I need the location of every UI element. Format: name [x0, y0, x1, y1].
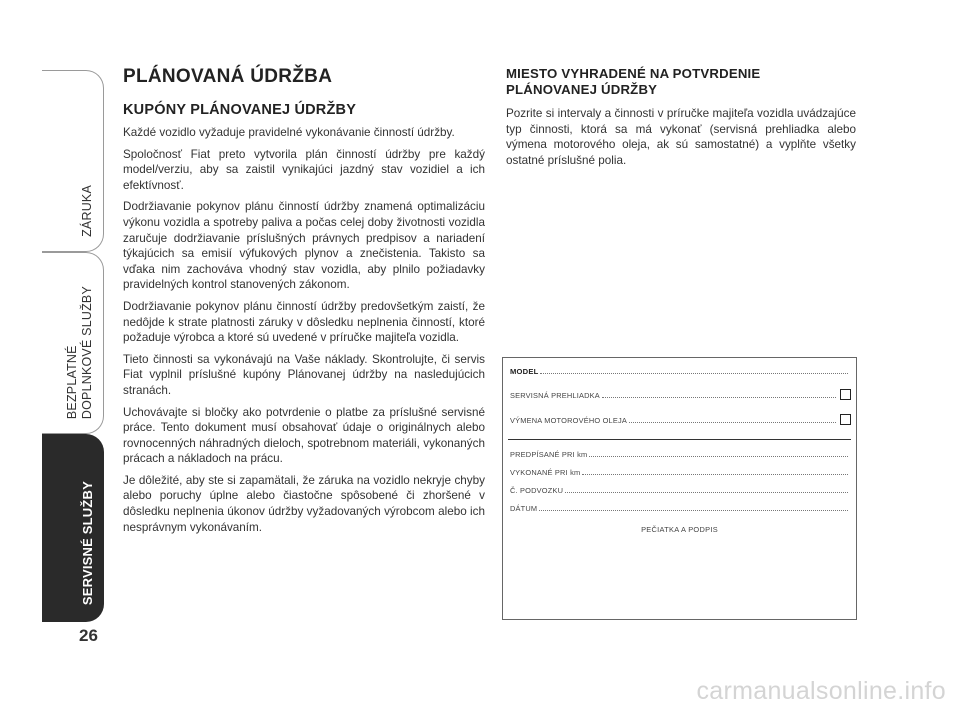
- oil-change-field: [510, 414, 851, 425]
- tab-service[interactable]: [42, 434, 104, 622]
- model-line: [540, 372, 848, 374]
- km-prescribed-line: [589, 455, 848, 457]
- watermark: carmanualsonline.info: [696, 677, 946, 705]
- confirmation-column: [506, 66, 856, 168]
- form-divider: [508, 439, 851, 440]
- tab-free-services[interactable]: [42, 252, 104, 434]
- chassis-line: [565, 491, 848, 493]
- km-done-label: VYKONANÉ PRI km: [510, 468, 581, 477]
- stamp-signature-label: PEČIATKA A PODPIS: [641, 525, 718, 534]
- date-field[interactable]: [510, 504, 851, 513]
- chassis-field[interactable]: [510, 486, 851, 495]
- oil-change-line: [629, 421, 836, 423]
- paragraph: Tieto činnosti sa vykonávajú na Vaše náklady. Skontrolujte, či servis Fiat vyplnil príslušné kupóny Plánovanej údržby na nasledujúcich stranách.: [123, 352, 485, 397]
- km-done-field[interactable]: [510, 468, 851, 477]
- oil-change-checkbox[interactable]: [840, 414, 851, 425]
- tab-warranty[interactable]: [42, 70, 104, 252]
- confirmation-title: MIESTO VYHRADENÉ NA POTVRDENIE PLÁNOVANEJ ÚDRŽBY: [506, 66, 761, 97]
- paragraph: Každé vozidlo vyžaduje pravidelné vykonávanie činností údržby.: [123, 126, 455, 139]
- page-number: 26: [79, 626, 98, 645]
- paragraph: Spoločnosť Fiat preto vytvorila plán činností údržby pre každý model/verziu, aby sa zaistil vynikajúci jazdný stav vozidiel a ich efektívnosť.: [123, 147, 485, 192]
- paragraph: Dodržiavanie pokynov plánu činností údržby predovšetkým zaistí, že nedôjde k strate platnosti záruky v dôsledku neplnenia činností, ktoré požaduje výrobca a ktoré sú uvedené v príručke majiteľa vozidla.: [123, 299, 485, 345]
- oil-change-label: VÝMENA MOTOROVÉHO OLEJA: [510, 416, 627, 425]
- date-label: DÁTUM: [510, 504, 538, 513]
- service-line: [602, 396, 836, 398]
- chassis-label: Č. PODVOZKU: [510, 486, 564, 495]
- service-field: [510, 389, 851, 400]
- maintenance-coupon-form: [502, 357, 857, 620]
- km-done-line: [582, 473, 848, 475]
- tab-warranty-label: ZÁRUKA: [80, 185, 94, 237]
- service-label: SERVISNÁ PREHLIADKA: [510, 391, 600, 400]
- date-line: [539, 509, 848, 511]
- main-text-column: [123, 66, 485, 541]
- section-subtitle: KUPÓNY PLÁNOVANEJ ÚDRŽBY: [123, 102, 357, 118]
- model-field[interactable]: [510, 367, 851, 376]
- km-prescribed-field[interactable]: [510, 450, 851, 459]
- service-checkbox[interactable]: [840, 389, 851, 400]
- paragraph: Je dôležité, aby ste si zapamätali, že záruka na vozidlo nekryje chyby alebo poruchy úplne alebo čiastočne spôsobené či zhoršené v dôsledku neplnenia úkonov údržby vyžadovaných výrobcom alebo ich nesprávnym vykonávaním.: [123, 473, 485, 534]
- tab-free-services-label: BEZPLATNÉ DOPLNKOVÉ SLUŽBY: [65, 285, 94, 419]
- paragraph: Uchovávajte si bločky ako potvrdenie o platbe za príslušné servisné práce. Tento dokument musí obsahovať údaje o originálnych alebo rovnocenných náhradných dieloch, spotrebnom materiáli, vykonaných prácach a nákladoch na prácu.: [123, 405, 485, 466]
- km-prescribed-label: PREDPÍSANÉ PRI km: [510, 450, 588, 459]
- page-title: PLÁNOVANÁ ÚDRŽBA: [123, 66, 333, 87]
- paragraph: Dodržiavanie pokynov plánu činností údržby znamená optimalizáciu výkonu vozidla a spotreby paliva a počas celej doby životnosti vozidla zaručuje dodržiavanie príslušných právnych predpisov a nariadení týkajúcich sa emisií výfukových plynov a znečistenia. Takisto sa vďaka nim zachováva vhodný stav vozidla, aby plnilo požiadavky pravidelných kontrol stanovených zákonom.: [123, 200, 485, 292]
- model-label: MODEL: [510, 367, 539, 376]
- tab-service-label: SERVISNÉ SLUŽBY: [80, 480, 95, 605]
- confirmation-instructions: Pozrite si intervaly a činnosti v príručke majiteľa vozidla uvádzajúce typ činnosti, ktorá sa má vykonať (servisná prehliadka alebo výmena motorového oleja, ak sú samostatné) a vyplňte všetky ostatné príslušné polia.: [506, 107, 856, 167]
